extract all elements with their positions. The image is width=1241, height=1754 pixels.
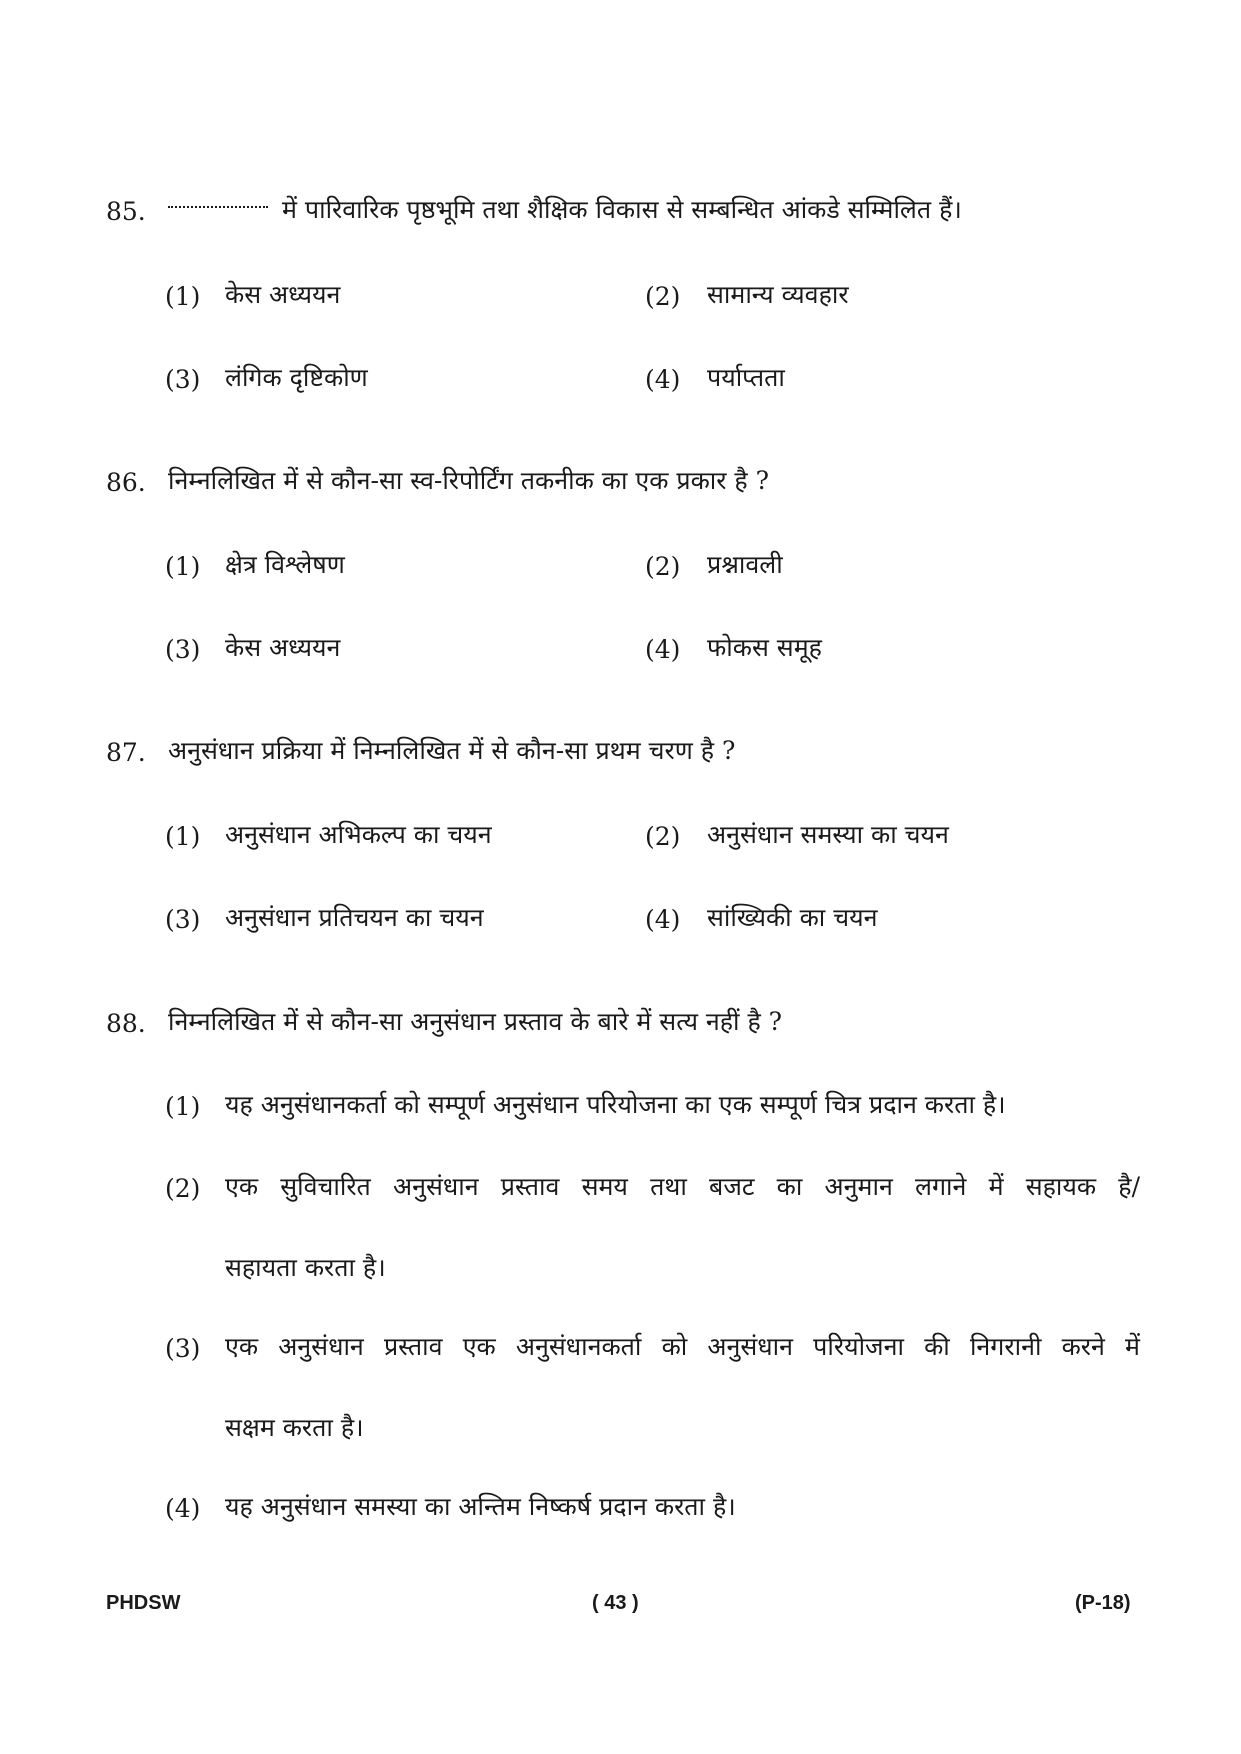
question-text: अनुसंधान प्रक्रिया में निम्नलिखित में से कौन-सा प्रथम चरण है ?	[168, 736, 736, 765]
option-number: (1)	[165, 822, 201, 851]
option-number: (4)	[645, 905, 681, 934]
question-text	[168, 197, 962, 222]
option-text: केस अध्ययन	[225, 280, 341, 309]
option-text: प्रश्नावली	[707, 550, 783, 579]
option-number: (4)	[645, 365, 681, 394]
option-number: (2)	[645, 282, 681, 311]
option-text: अनुसंधान प्रतिचयन का चयन	[225, 903, 484, 932]
option-text: अनुसंधान अभिकल्प का चयन	[225, 820, 492, 849]
question-text: निम्नलिखित में से कौन-सा स्व-रिपोर्टिंग तकनीक का एक प्रकार है ?	[168, 466, 770, 495]
option-text: यह अनुसंधान समस्या का अन्तिम निष्कर्ष प्रदान करता है।	[225, 1492, 736, 1521]
option-text: यह अनुसंधानकर्ता को सम्पूर्ण अनुसंधान परियोजना का एक सम्पूर्ण चित्र प्रदान करता है।	[225, 1090, 1006, 1119]
question-number: 86.	[106, 468, 146, 497]
option-text: एक अनुसंधान प्रस्ताव एक अनुसंधानकर्ता को अनुसंधान परियोजना की निगरानी करने में	[225, 1332, 1140, 1361]
option-number: (2)	[645, 822, 681, 851]
option-text: क्षेत्र विश्लेषण	[225, 550, 345, 579]
option-text: फोकस समूह	[707, 633, 822, 662]
option-text-continued: सहायता करता है।	[225, 1253, 386, 1282]
question-number: 87.	[106, 738, 146, 767]
question-text: निम्नलिखित में से कौन-सा अनुसंधान प्रस्ताव के बारे में सत्य नहीं है ?	[168, 1007, 783, 1036]
question-number: 85.	[106, 197, 146, 226]
option-number: (3)	[165, 635, 201, 664]
option-number: (4)	[645, 635, 681, 664]
option-number: (1)	[165, 282, 201, 311]
fill-in-blank	[168, 206, 268, 208]
footer-paper-code: PHDSW	[106, 1592, 181, 1614]
option-text-continued: सक्षम करता है।	[225, 1413, 364, 1442]
footer-series: (P-18)	[1075, 1592, 1131, 1614]
option-number: (3)	[165, 365, 201, 394]
option-text: सामान्य व्यवहार	[707, 280, 849, 309]
footer-page-number: ( 43 )	[592, 1592, 639, 1614]
option-number: (4)	[165, 1494, 201, 1523]
question-number: 88.	[106, 1009, 146, 1038]
option-text: पर्याप्तता	[707, 363, 785, 392]
option-number: (3)	[165, 905, 201, 934]
option-text: सांख्यिकी का चयन	[707, 903, 878, 932]
option-text: लंगिक दृष्टिकोण	[225, 363, 368, 392]
option-number: (2)	[645, 552, 681, 581]
option-text: एक सुविचारित अनुसंधान प्रस्ताव समय तथा बजट का अनुमान लगाने में सहायक है/	[225, 1172, 1140, 1201]
question-text-content: में पारिवारिक पृष्ठभूमि तथा शैक्षिक विकास से सम्बन्धित आंकडे सम्मिलित हैं।	[282, 195, 962, 224]
option-number: (2)	[165, 1174, 201, 1203]
option-number: (1)	[165, 1092, 201, 1121]
option-number: (1)	[165, 552, 201, 581]
option-number: (3)	[165, 1334, 201, 1363]
option-text: अनुसंधान समस्या का चयन	[707, 820, 949, 849]
option-text: केस अध्ययन	[225, 633, 341, 662]
